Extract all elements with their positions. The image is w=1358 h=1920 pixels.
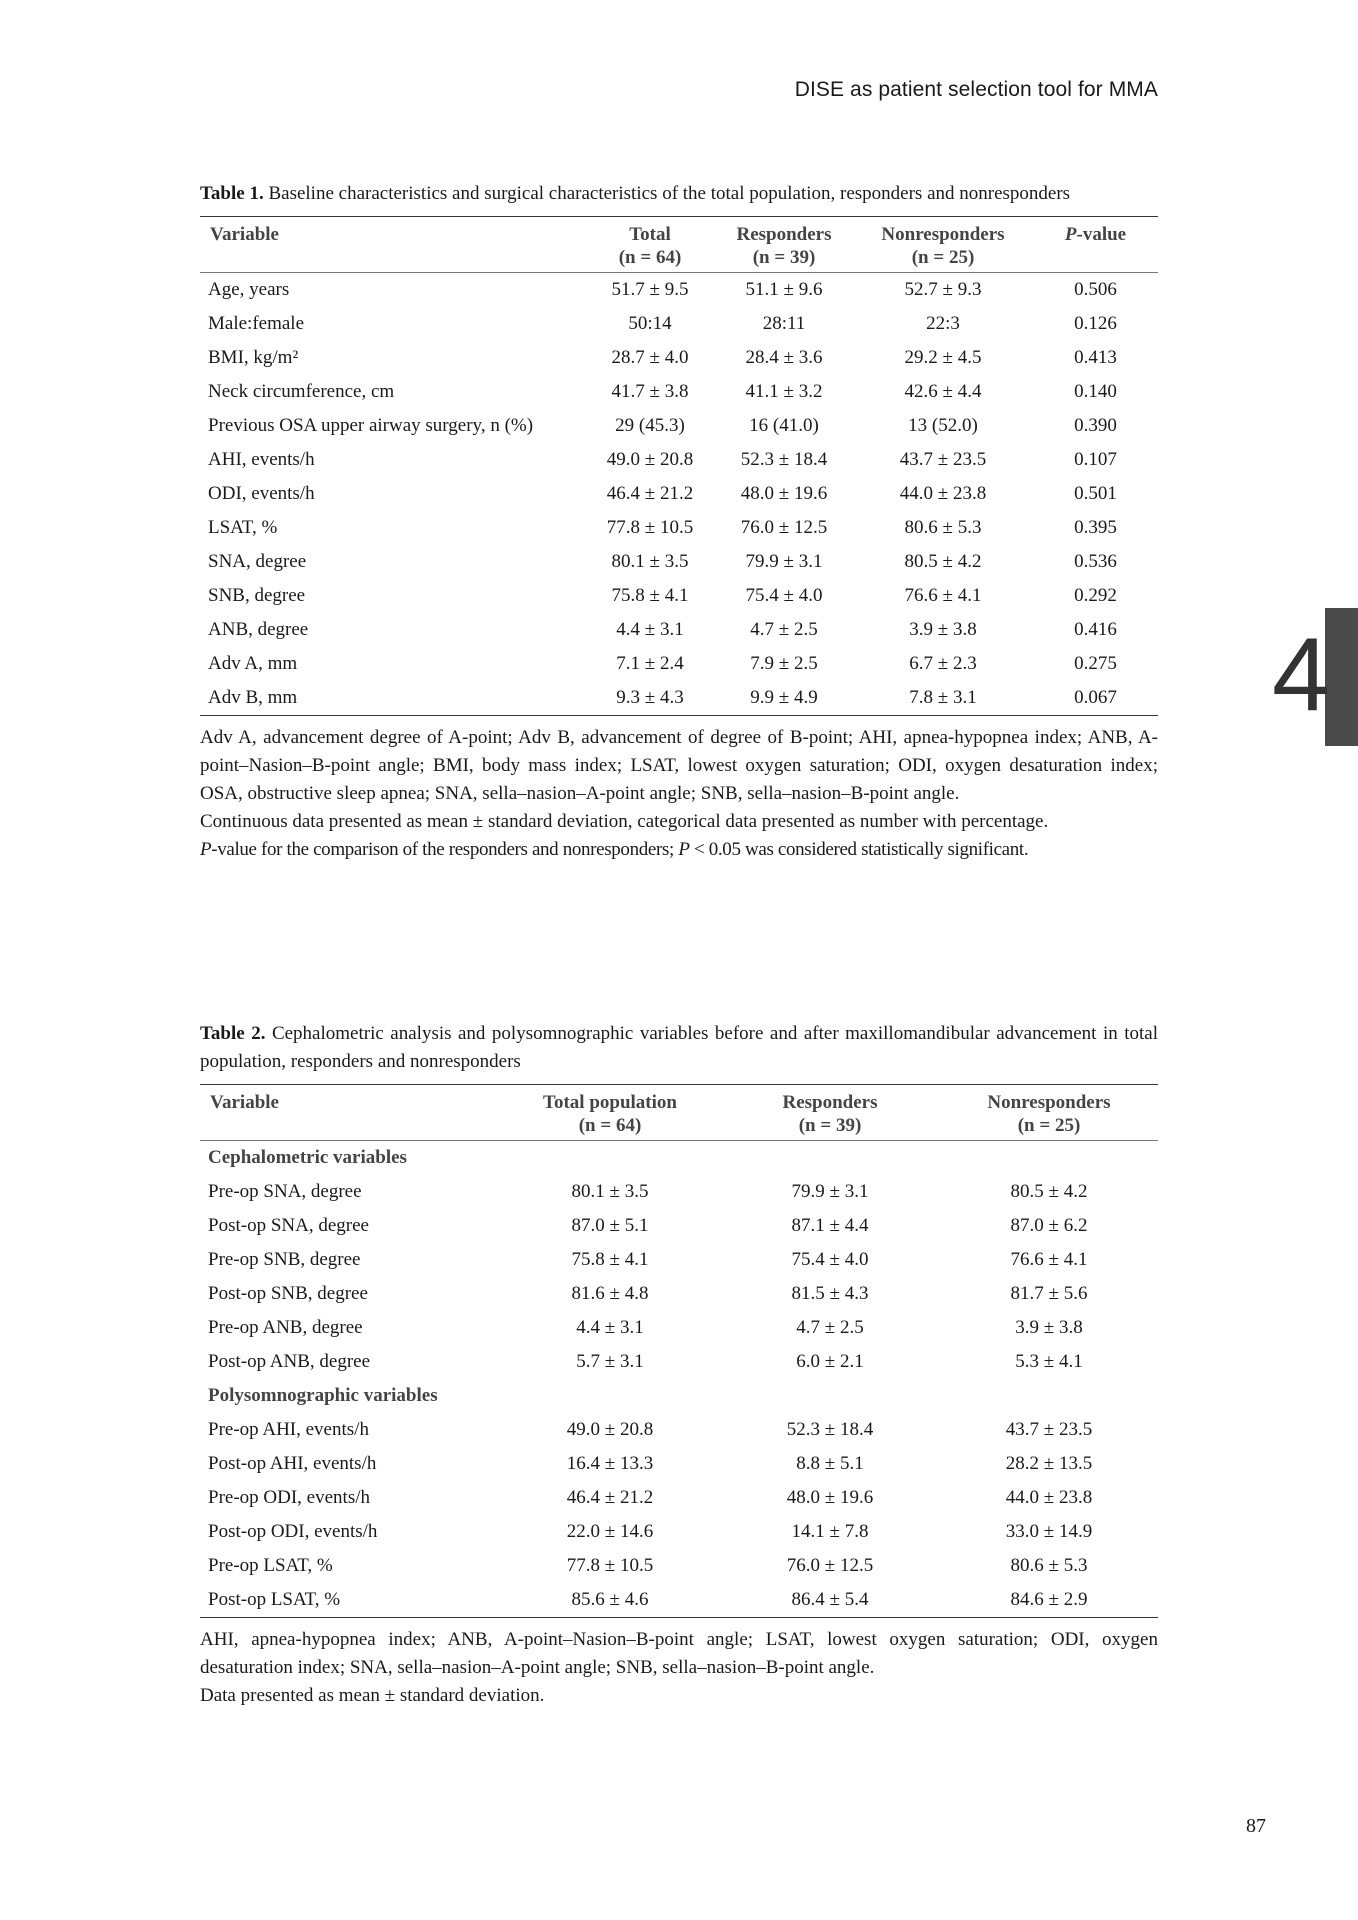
table-cell: 49.0 ± 20.8 bbox=[606, 449, 694, 470]
table-cell: 0.292 bbox=[1074, 585, 1117, 606]
table-cell: 0.275 bbox=[1074, 653, 1117, 674]
table-cell: 52.7 ± 9.3 bbox=[904, 279, 982, 300]
table-2-grid bbox=[200, 1084, 1158, 1618]
table-cell: 29 (45.3) bbox=[615, 415, 685, 436]
table-cell: 79.9 ± 3.1 bbox=[745, 551, 823, 572]
table-cell: 4.7 ± 2.5 bbox=[796, 1317, 864, 1338]
table-cell: 43.7 ± 23.5 bbox=[1005, 1419, 1093, 1440]
row-label: Pre-op SNB, degree bbox=[208, 1249, 361, 1270]
table-cell: 87.1 ± 4.4 bbox=[791, 1215, 869, 1236]
table-cell: 81.7 ± 5.6 bbox=[1010, 1283, 1088, 1304]
table-cell: 75.4 ± 4.0 bbox=[745, 585, 823, 606]
table-cell: 80.5 ± 4.2 bbox=[1010, 1181, 1088, 1202]
table-cell: 52.3 ± 18.4 bbox=[740, 449, 828, 470]
table-cell: 0.536 bbox=[1074, 551, 1117, 572]
row-label: ANB, degree bbox=[208, 619, 309, 640]
table-cell: 46.4 ± 21.2 bbox=[606, 483, 694, 504]
t1-header-responders: Responders (n = 39) bbox=[715, 217, 853, 273]
table-cell: 80.1 ± 3.5 bbox=[611, 551, 689, 572]
table-2-label: Table 2. bbox=[200, 1023, 266, 1044]
t1-footnote-pvalue: P-value for the comparison of the responders and nonresponders; P < 0.05 was considered statistically significant. bbox=[200, 839, 1029, 860]
table-cell: 86.4 ± 5.4 bbox=[720, 1583, 940, 1618]
table-cell: 4.7 ± 2.5 bbox=[750, 619, 818, 640]
table-cell: 44.0 ± 23.8 bbox=[899, 483, 987, 504]
t2-header-responders: Responders (n = 39) bbox=[720, 1085, 940, 1141]
table-cell: 48.0 ± 19.6 bbox=[740, 483, 828, 504]
row-label: Post-op ANB, degree bbox=[208, 1351, 371, 1372]
table-cell: 81.6 ± 4.8 bbox=[571, 1283, 649, 1304]
row-label: Adv A, mm bbox=[208, 653, 298, 674]
table-row bbox=[200, 579, 1158, 613]
table-cell: 9.3 ± 4.3 bbox=[585, 681, 715, 716]
row-label: AHI, events/h bbox=[208, 449, 315, 470]
row-label: Post-op SNA, degree bbox=[208, 1215, 369, 1236]
table-row bbox=[200, 1515, 1158, 1549]
row-label: ODI, events/h bbox=[208, 483, 315, 504]
table-cell: 75.8 ± 4.1 bbox=[571, 1249, 649, 1270]
row-label: SNB, degree bbox=[208, 585, 306, 606]
table-cell: 4.4 ± 3.1 bbox=[576, 1317, 644, 1338]
table-cell: 5.3 ± 4.1 bbox=[1015, 1351, 1083, 1372]
table-cell: 77.8 ± 10.5 bbox=[566, 1555, 654, 1576]
table-cell: 49.0 ± 20.8 bbox=[566, 1419, 654, 1440]
table-cell: 28.4 ± 3.6 bbox=[745, 347, 823, 368]
table-cell: 76.6 ± 4.1 bbox=[1010, 1249, 1088, 1270]
table-cell: 28.7 ± 4.0 bbox=[611, 347, 689, 368]
table-cell: 44.0 ± 23.8 bbox=[1005, 1487, 1093, 1508]
table-cell: 87.0 ± 5.1 bbox=[571, 1215, 649, 1236]
row-label: BMI, kg/m² bbox=[208, 347, 299, 368]
table-cell: 28:11 bbox=[762, 313, 806, 334]
table-row bbox=[200, 1277, 1158, 1311]
table-cell: 16.4 ± 13.3 bbox=[566, 1453, 654, 1474]
chapter-number: 4 bbox=[1272, 617, 1330, 733]
table-row bbox=[200, 511, 1158, 545]
table-row bbox=[200, 1175, 1158, 1209]
table-cell: 41.7 ± 3.8 bbox=[611, 381, 689, 402]
t2-footnote-data: Data presented as mean ± standard deviation. bbox=[200, 1685, 545, 1706]
row-label: Age, years bbox=[208, 279, 290, 300]
row-label: Post-op AHI, events/h bbox=[208, 1453, 377, 1474]
row-label: Pre-op ANB, degree bbox=[208, 1317, 363, 1338]
table-row bbox=[200, 647, 1158, 681]
table-cell: 3.9 ± 3.8 bbox=[909, 619, 977, 640]
table-cell: 0.506 bbox=[1074, 279, 1117, 300]
table-cell: 0.501 bbox=[1074, 483, 1117, 504]
table-row bbox=[200, 273, 1158, 308]
table-row bbox=[200, 409, 1158, 443]
table-row bbox=[200, 1481, 1158, 1515]
table-row bbox=[200, 1447, 1158, 1481]
t2-header-variable: Variable bbox=[200, 1085, 500, 1141]
table-cell: 0.413 bbox=[1074, 347, 1117, 368]
section-title: Polysomnographic variables bbox=[208, 1385, 438, 1406]
row-label: Post-op SNB, degree bbox=[208, 1283, 368, 1304]
table-row bbox=[200, 1311, 1158, 1345]
table-cell: 52.3 ± 18.4 bbox=[786, 1419, 874, 1440]
table-cell: 22:3 bbox=[926, 313, 960, 334]
table-cell: 85.6 ± 4.6 bbox=[500, 1583, 720, 1618]
table-row bbox=[200, 1583, 1158, 1618]
t1-header-variable: Variable bbox=[200, 217, 585, 273]
t2-footnote-abbreviations: AHI, apnea-hypopnea index; ANB, A-point–Nasion–B-point angle; LSAT, lowest oxygen saturation; ODI, oxygen desaturation index; SNA, sella–nasion–A-point angle; SNB, sella–nasion–B-point angle. bbox=[200, 1629, 1158, 1678]
table-cell: 13 (52.0) bbox=[908, 415, 978, 436]
table-row bbox=[200, 1243, 1158, 1277]
table-cell: 22.0 ± 14.6 bbox=[566, 1521, 654, 1542]
table-cell: 9.9 ± 4.9 bbox=[715, 681, 853, 716]
table-cell: 29.2 ± 4.5 bbox=[904, 347, 982, 368]
table-cell: 7.1 ± 2.4 bbox=[616, 653, 684, 674]
table-cell: 87.0 ± 6.2 bbox=[1010, 1215, 1088, 1236]
row-label: Pre-op AHI, events/h bbox=[208, 1419, 369, 1440]
table-row bbox=[200, 1209, 1158, 1243]
table-row bbox=[200, 341, 1158, 375]
table-cell: 51.1 ± 9.6 bbox=[745, 279, 823, 300]
table-cell: 0.107 bbox=[1074, 449, 1117, 470]
table-cell: 7.9 ± 2.5 bbox=[750, 653, 818, 674]
running-head: DISE as patient selection tool for MMA bbox=[794, 78, 1158, 101]
t2-header-total: Total population (n = 64) bbox=[500, 1085, 720, 1141]
table-cell: 0.140 bbox=[1074, 381, 1117, 402]
table-cell: 14.1 ± 7.8 bbox=[791, 1521, 869, 1542]
table-1-grid bbox=[200, 216, 1158, 716]
table-row bbox=[200, 375, 1158, 409]
table-cell: 80.5 ± 4.2 bbox=[904, 551, 982, 572]
table-2 bbox=[200, 1020, 1158, 1710]
table-row bbox=[200, 307, 1158, 341]
table-row bbox=[200, 545, 1158, 579]
row-label: Post-op ODI, events/h bbox=[208, 1521, 378, 1542]
section-title: Cephalometric variables bbox=[208, 1147, 407, 1168]
row-label: Adv B, mm bbox=[200, 681, 585, 716]
table-1 bbox=[200, 180, 1158, 864]
table-2-header-row bbox=[200, 1085, 1158, 1141]
table-cell: 84.6 ± 2.9 bbox=[940, 1583, 1158, 1618]
table-row bbox=[200, 477, 1158, 511]
table-cell: 6.0 ± 2.1 bbox=[796, 1351, 864, 1372]
table-cell: 43.7 ± 23.5 bbox=[899, 449, 987, 470]
table-2-caption bbox=[200, 1020, 1158, 1076]
table-cell: 76.0 ± 12.5 bbox=[786, 1555, 874, 1576]
section-header-row bbox=[200, 1379, 1158, 1413]
table-cell: 0.390 bbox=[1074, 415, 1117, 436]
table-cell: 0.395 bbox=[1074, 517, 1117, 538]
t2-header-nonresponders: Nonresponders (n = 25) bbox=[940, 1085, 1158, 1141]
t1-header-nonresponders: Nonresponders (n = 25) bbox=[853, 217, 1033, 273]
row-label: Male:female bbox=[208, 313, 305, 334]
table-1-title: Baseline characteristics and surgical characteristics of the total population, responders and nonresponders bbox=[268, 183, 1071, 204]
table-row bbox=[200, 1413, 1158, 1447]
chapter-tab bbox=[1325, 608, 1358, 746]
row-label: SNA, degree bbox=[208, 551, 307, 572]
table-cell: 3.9 ± 3.8 bbox=[1015, 1317, 1083, 1338]
table-row bbox=[200, 613, 1158, 647]
table-1-footnote bbox=[200, 724, 1158, 864]
table-row bbox=[200, 1549, 1158, 1583]
table-row bbox=[200, 443, 1158, 477]
row-label: Post-op LSAT, % bbox=[200, 1583, 500, 1618]
table-1-caption bbox=[200, 180, 1158, 208]
table-cell: 5.7 ± 3.1 bbox=[576, 1351, 644, 1372]
table-2-footnote bbox=[200, 1626, 1158, 1710]
t1-footnote-abbreviations: Adv A, advancement degree of A-point; Adv B, advancement of degree of B-point; AHI, apnea-hypopnea index; ANB, A-point–Nasion–B-point angle; BMI, body mass index; LSAT, lowest oxygen saturation; ODI, oxygen desaturation index; OSA, obstructive sleep apnea; SNA, sella–nasion–A-point angle; SNB, sella–nasion–B-point angle. bbox=[200, 727, 1158, 804]
section-header-row bbox=[200, 1141, 1158, 1176]
table-cell: 79.9 ± 3.1 bbox=[791, 1181, 869, 1202]
page-number: 87 bbox=[1246, 1815, 1266, 1837]
table-cell: 75.8 ± 4.1 bbox=[611, 585, 689, 606]
table-cell: 75.4 ± 4.0 bbox=[791, 1249, 869, 1270]
table-cell: 7.8 ± 3.1 bbox=[853, 681, 1033, 716]
table-2-body bbox=[200, 1141, 1158, 1618]
table-row bbox=[200, 1345, 1158, 1379]
table-1-header-row bbox=[200, 217, 1158, 273]
table-cell: 81.5 ± 4.3 bbox=[791, 1283, 869, 1304]
table-cell: 0.126 bbox=[1074, 313, 1117, 334]
table-1-label: Table 1. bbox=[200, 183, 264, 204]
t1-header-total: Total (n = 64) bbox=[585, 217, 715, 273]
table-cell: 41.1 ± 3.2 bbox=[745, 381, 823, 402]
table-cell: 0.067 bbox=[1033, 681, 1158, 716]
table-1-body bbox=[200, 273, 1158, 716]
t1-footnote-data: Continuous data presented as mean ± standard deviation, categorical data presented as number with percentage. bbox=[200, 811, 1049, 832]
row-label: Pre-op LSAT, % bbox=[208, 1555, 333, 1576]
table-cell: 76.0 ± 12.5 bbox=[740, 517, 828, 538]
table-row bbox=[200, 681, 1158, 716]
table-cell: 0.416 bbox=[1074, 619, 1117, 640]
table-cell: 77.8 ± 10.5 bbox=[606, 517, 694, 538]
table-cell: 42.6 ± 4.4 bbox=[904, 381, 982, 402]
row-label: Previous OSA upper airway surgery, n (%) bbox=[208, 415, 534, 436]
table-cell: 80.6 ± 5.3 bbox=[904, 517, 982, 538]
row-label: Pre-op ODI, events/h bbox=[208, 1487, 370, 1508]
table-cell: 80.1 ± 3.5 bbox=[571, 1181, 649, 1202]
t1-header-pvalue: P-value bbox=[1033, 217, 1158, 273]
table-2-title: Cephalometric analysis and polysomnographic variables before and after maxillomandibular advancement in total population, responders and nonresponders bbox=[200, 1023, 1158, 1072]
table-cell: 80.6 ± 5.3 bbox=[1010, 1555, 1088, 1576]
table-cell: 76.6 ± 4.1 bbox=[904, 585, 982, 606]
table-cell: 4.4 ± 3.1 bbox=[616, 619, 684, 640]
table-cell: 50:14 bbox=[628, 313, 672, 334]
table-cell: 48.0 ± 19.6 bbox=[786, 1487, 874, 1508]
table-cell: 28.2 ± 13.5 bbox=[1005, 1453, 1093, 1474]
table-cell: 33.0 ± 14.9 bbox=[1005, 1521, 1093, 1542]
table-cell: 16 (41.0) bbox=[749, 415, 819, 436]
table-cell: 51.7 ± 9.5 bbox=[611, 279, 689, 300]
table-cell: 46.4 ± 21.2 bbox=[566, 1487, 654, 1508]
row-label: Neck circumference, cm bbox=[208, 381, 395, 402]
row-label: LSAT, % bbox=[208, 517, 278, 538]
table-cell: 8.8 ± 5.1 bbox=[796, 1453, 864, 1474]
row-label: Pre-op SNA, degree bbox=[208, 1181, 362, 1202]
table-cell: 6.7 ± 2.3 bbox=[909, 653, 977, 674]
